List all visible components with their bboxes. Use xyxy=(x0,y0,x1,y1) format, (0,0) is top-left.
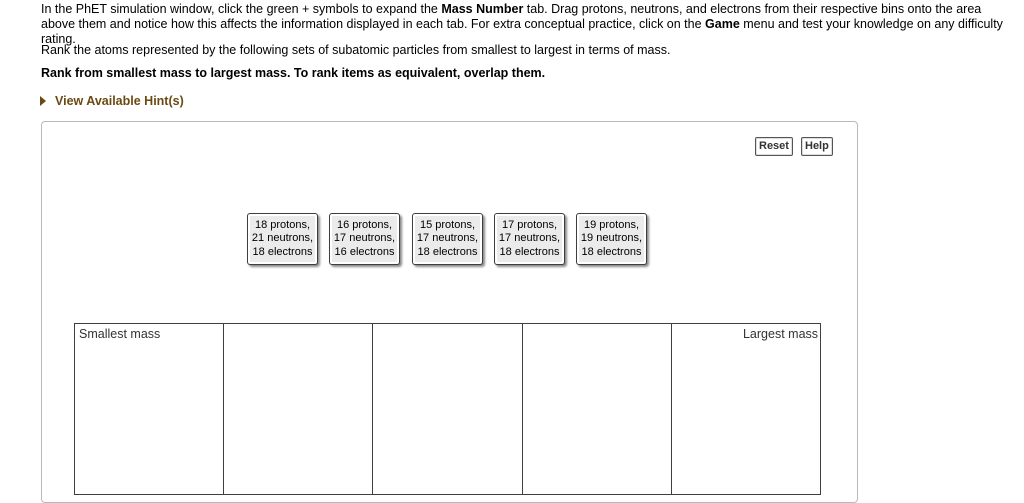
intro-bold-mass-number: Mass Number xyxy=(441,2,524,16)
tile-protons: 18 protons, xyxy=(254,219,311,232)
tile-protons: 16 protons, xyxy=(336,219,393,232)
rank-item-tile[interactable] xyxy=(576,213,647,265)
intro-part-2: tab. Drag protons, neutrons, and electrons from their respective bins onto the area above them and notice how this affects the information displayed in each tab. For extra conceptual practice, click on the xyxy=(41,2,982,31)
ranking-bins xyxy=(74,323,821,495)
tile-electrons: 18 electrons xyxy=(252,245,313,258)
intro-text xyxy=(41,2,1016,47)
tile-electrons: 18 electrons xyxy=(417,245,478,258)
tile-protons: 19 protons, xyxy=(583,219,640,232)
tile-neutrons: 17 neutrons, xyxy=(498,232,561,245)
help-button[interactable]: Help xyxy=(801,137,833,156)
reset-button[interactable]: Reset xyxy=(755,137,793,156)
tile-protons: 15 protons, xyxy=(419,219,476,232)
rank-bin-5[interactable] xyxy=(672,324,820,494)
tile-electrons: 18 electrons xyxy=(581,245,642,258)
intro-part-1: In the PhET simulation window, click the green + symbols to expand the xyxy=(41,2,442,16)
tile-neutrons: 17 neutrons, xyxy=(333,232,396,245)
tile-electrons: 18 electrons xyxy=(499,245,560,258)
rank-bin-3[interactable] xyxy=(373,324,522,494)
rank-item-tile[interactable] xyxy=(247,213,318,265)
smallest-mass-label: Smallest mass xyxy=(79,327,161,341)
tile-neutrons: 17 neutrons, xyxy=(416,232,479,245)
view-hints-link[interactable] xyxy=(40,94,184,108)
rank-bin-4[interactable] xyxy=(523,324,672,494)
tile-neutrons: 19 neutrons, xyxy=(580,232,643,245)
rank-item-tile[interactable] xyxy=(494,213,565,265)
intro-part-3: menu and test your knowledge on any difficulty rating. xyxy=(41,17,1003,46)
question-text: Rank the atoms represented by the following sets of subatomic particles from smallest to largest in terms of mass. xyxy=(41,43,671,57)
tile-electrons: 16 electrons xyxy=(334,245,395,258)
rank-item-tile[interactable] xyxy=(329,213,400,265)
intro-bold-game: Game xyxy=(705,17,740,31)
expand-triangle-icon xyxy=(40,96,46,106)
instruction-text: Rank from smallest mass to largest mass. To rank items as equivalent, overlap them. xyxy=(41,66,546,80)
rank-bin-1[interactable] xyxy=(75,324,224,494)
view-hints-label: View Available Hint(s) xyxy=(55,94,184,108)
tile-neutrons: 21 neutrons, xyxy=(251,232,314,245)
rank-bin-2[interactable] xyxy=(224,324,373,494)
tile-protons: 17 protons, xyxy=(501,219,558,232)
rank-item-tile[interactable] xyxy=(412,213,483,265)
largest-mass-label: Largest mass xyxy=(742,327,819,341)
